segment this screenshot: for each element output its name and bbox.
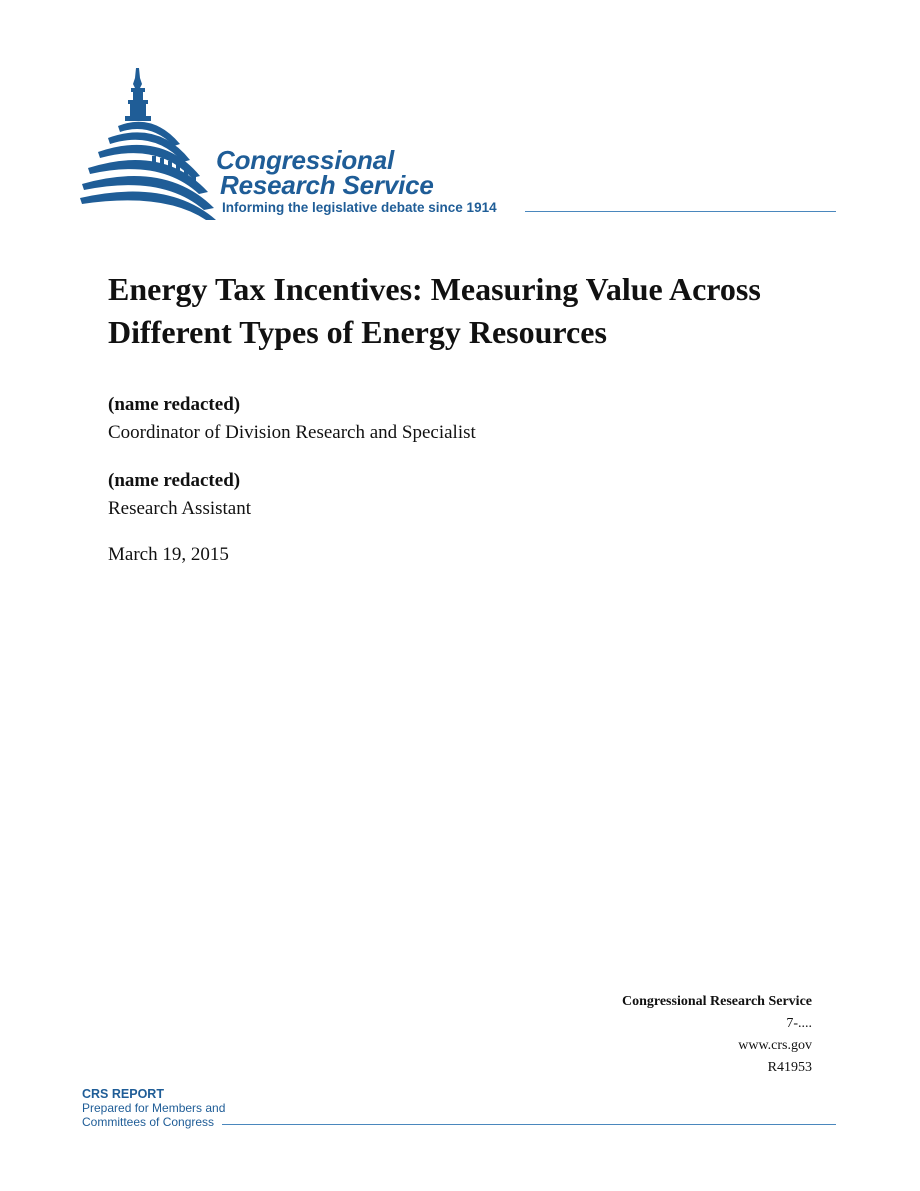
footer-line-1: Prepared for Members and	[82, 1101, 226, 1115]
author-name: (name redacted)	[108, 470, 241, 491]
logo-tagline: Informing the legislative debate since 1914	[222, 200, 497, 215]
report-title: Energy Tax Incentives: Measuring Value Across Different Types of Energy Resources	[108, 271, 761, 350]
crs-report-label: CRS REPORT	[82, 1087, 164, 1101]
footer-line-2: Committees of Congress	[82, 1115, 215, 1129]
header-divider	[525, 211, 836, 212]
report-date: March 19, 2015	[108, 544, 229, 565]
report-number: R41953	[767, 1060, 812, 1075]
author-role: Coordinator of Division Research and Specialist	[108, 422, 476, 443]
footer-divider	[222, 1124, 836, 1125]
org-phone: 7-....	[786, 1016, 812, 1031]
author-block-2	[108, 469, 251, 521]
org-website: www.crs.gov	[738, 1038, 812, 1053]
logo-text-research-service: Research Service	[220, 170, 434, 200]
author-role: Research Assistant	[108, 498, 252, 519]
org-name: Congressional Research Service	[621, 994, 812, 1009]
author-name: (name redacted)	[108, 394, 241, 415]
org-contact-block	[622, 991, 812, 1079]
author-block-1	[108, 393, 476, 445]
crs-report-footer	[82, 1087, 225, 1129]
logo-text-congressional: Congressional	[216, 145, 394, 175]
